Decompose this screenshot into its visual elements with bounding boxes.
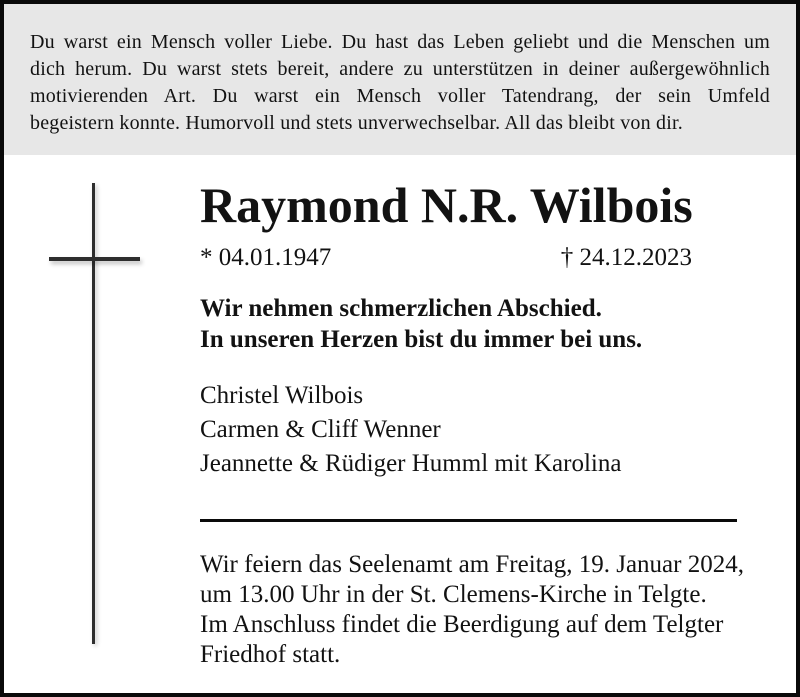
mourners-list bbox=[200, 379, 741, 481]
farewell-line: Wir nehmen schmerzlichen Abschied. bbox=[200, 295, 602, 322]
mourner-name: Carmen & Cliff Wenner bbox=[200, 416, 441, 443]
funeral-service-info bbox=[200, 550, 744, 670]
mourner-name: Christel Wilbois bbox=[200, 382, 364, 409]
deceased-name: Raymond N.R. Wilbois bbox=[200, 177, 693, 233]
cross-vertical-bar bbox=[92, 183, 95, 644]
service-line: um 13.00 Uhr in der St. Clemens-Kirche in Telgte. bbox=[200, 581, 707, 608]
eulogy-line: Du warst ein Mensch voller Liebe. Du hast das Leben geliebt und die Menschen um bbox=[30, 31, 770, 53]
eulogy-line: begeistern konnte. Humorvoll und stets unverwechselbar. All das bleibt von dir. bbox=[30, 112, 683, 134]
section-divider bbox=[200, 519, 737, 522]
mourner-name: Jeannette & Rüdiger Humml mit Karolina bbox=[200, 450, 622, 477]
life-dates bbox=[200, 243, 692, 273]
service-line: Friedhof statt. bbox=[200, 641, 341, 668]
eulogy-line: motivierenden Art. Du warst ein Mensch voller Tatendrang, der sein Umfeld bbox=[30, 85, 770, 107]
service-line: Im Anschluss findet die Beerdigung auf dem Telgter bbox=[200, 611, 724, 638]
service-line: Wir feiern das Seelenamt am Freitag, 19. Januar 2024, bbox=[200, 551, 744, 578]
eulogy-line: dich herum. Du warst stets bereit, andere zu unterstützen in deiner außergewöhnlich bbox=[30, 58, 770, 80]
farewell-line: In unseren Herzen bist du immer bei uns. bbox=[200, 326, 643, 353]
eulogy-intro bbox=[4, 4, 796, 155]
notice-body bbox=[4, 178, 796, 670]
cross-horizontal-bar bbox=[49, 257, 140, 261]
farewell-statement bbox=[200, 293, 741, 355]
death-date: † 24.12.2023 bbox=[560, 244, 692, 271]
birth-date: * 04.01.1947 bbox=[200, 244, 332, 271]
